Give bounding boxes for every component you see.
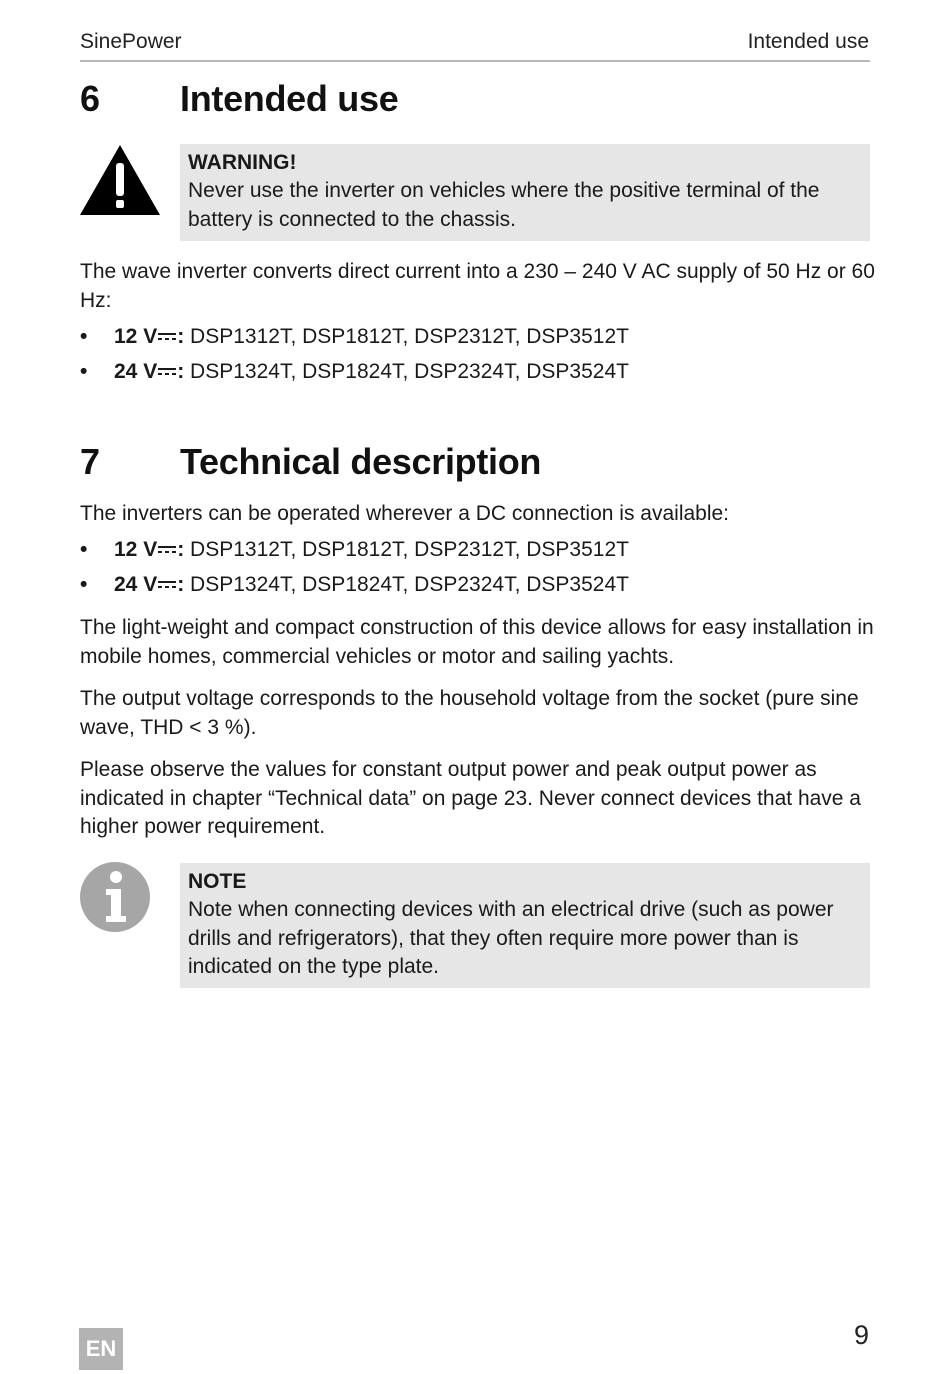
list-item: • 12 V : DSP1312T, DSP1812T, DSP2312T, DSP3512T <box>80 536 629 564</box>
voltage-label: 12 V <box>114 325 158 348</box>
bullet-dot: • <box>80 573 88 596</box>
note-box <box>180 863 870 988</box>
running-header-product: SinePower <box>80 30 182 53</box>
info-circle-icon <box>79 861 151 933</box>
header-divider <box>80 60 870 62</box>
model-list: DSP1324T, DSP1824T, DSP2324T, DSP3524T <box>190 573 629 596</box>
dc-current-symbol-icon <box>158 545 176 554</box>
language-badge: EN <box>79 1328 123 1370</box>
voltage-label: 12 V <box>114 538 158 561</box>
section-7-title: Technical description <box>180 441 542 482</box>
paragraph-power-values: Please observe the values for constant output power and peak output power as indicated in chapter “Technical data” on page 23. Never connect devices that have a higher power requirement. <box>80 758 861 838</box>
list-item: • 24 V : DSP1324T, DSP1824T, DSP2324T, DSP3524T <box>80 358 629 386</box>
warning-title: WARNING! <box>188 151 297 174</box>
warning-text: Never use the inverter on vehicles where the positive terminal of the battery is connected to the chassis. <box>188 179 820 231</box>
list-item: • 24 V : DSP1324T, DSP1824T, DSP2324T, DSP3524T <box>80 571 629 599</box>
paragraph-output-voltage: The output voltage corresponds to the household voltage from the socket (pure sine wave, THD < 3 %). <box>80 687 859 739</box>
section-6-number: 6 <box>80 78 101 119</box>
note-title: NOTE <box>188 870 247 893</box>
section-7-number: 7 <box>80 441 101 482</box>
bullet-dot: • <box>80 360 88 383</box>
running-header-section: Intended use <box>747 30 869 53</box>
note-text: Note when connecting devices with an electrical drive (such as power drills and refrigerators), that they often require more power than is indicated on the type plate. <box>188 898 834 978</box>
section-6-title: Intended use <box>180 78 399 119</box>
warning-triangle-icon <box>78 143 162 217</box>
model-list: DSP1312T, DSP1812T, DSP2312T, DSP3512T <box>190 325 629 348</box>
voltage-label: 24 V <box>114 573 158 596</box>
dc-current-symbol-icon <box>158 367 176 376</box>
voltage-label: 24 V <box>114 360 158 383</box>
section-7-intro: The inverters can be operated wherever a DC connection is available: <box>80 502 730 525</box>
dc-current-symbol-icon <box>158 332 176 341</box>
warning-box <box>180 144 870 241</box>
bullet-dot: • <box>80 325 88 348</box>
list-item: • 12 V : DSP1312T, DSP1812T, DSP2312T, DSP3512T <box>80 323 629 351</box>
section-6-intro: The wave inverter converts direct current into a 230 – 240 V AC supply of 50 Hz or 60 Hz: <box>80 260 875 312</box>
bullet-dot: • <box>80 538 88 561</box>
paragraph-construction: The light-weight and compact construction of this device allows for easy installation in mobile homes, commercial vehicles or motor and sailing yachts. <box>80 616 874 668</box>
dc-current-symbol-icon <box>158 580 176 589</box>
model-list: DSP1324T, DSP1824T, DSP2324T, DSP3524T <box>190 360 629 383</box>
model-list: DSP1312T, DSP1812T, DSP2312T, DSP3512T <box>190 538 629 561</box>
page-number: 9 <box>853 1320 869 1350</box>
